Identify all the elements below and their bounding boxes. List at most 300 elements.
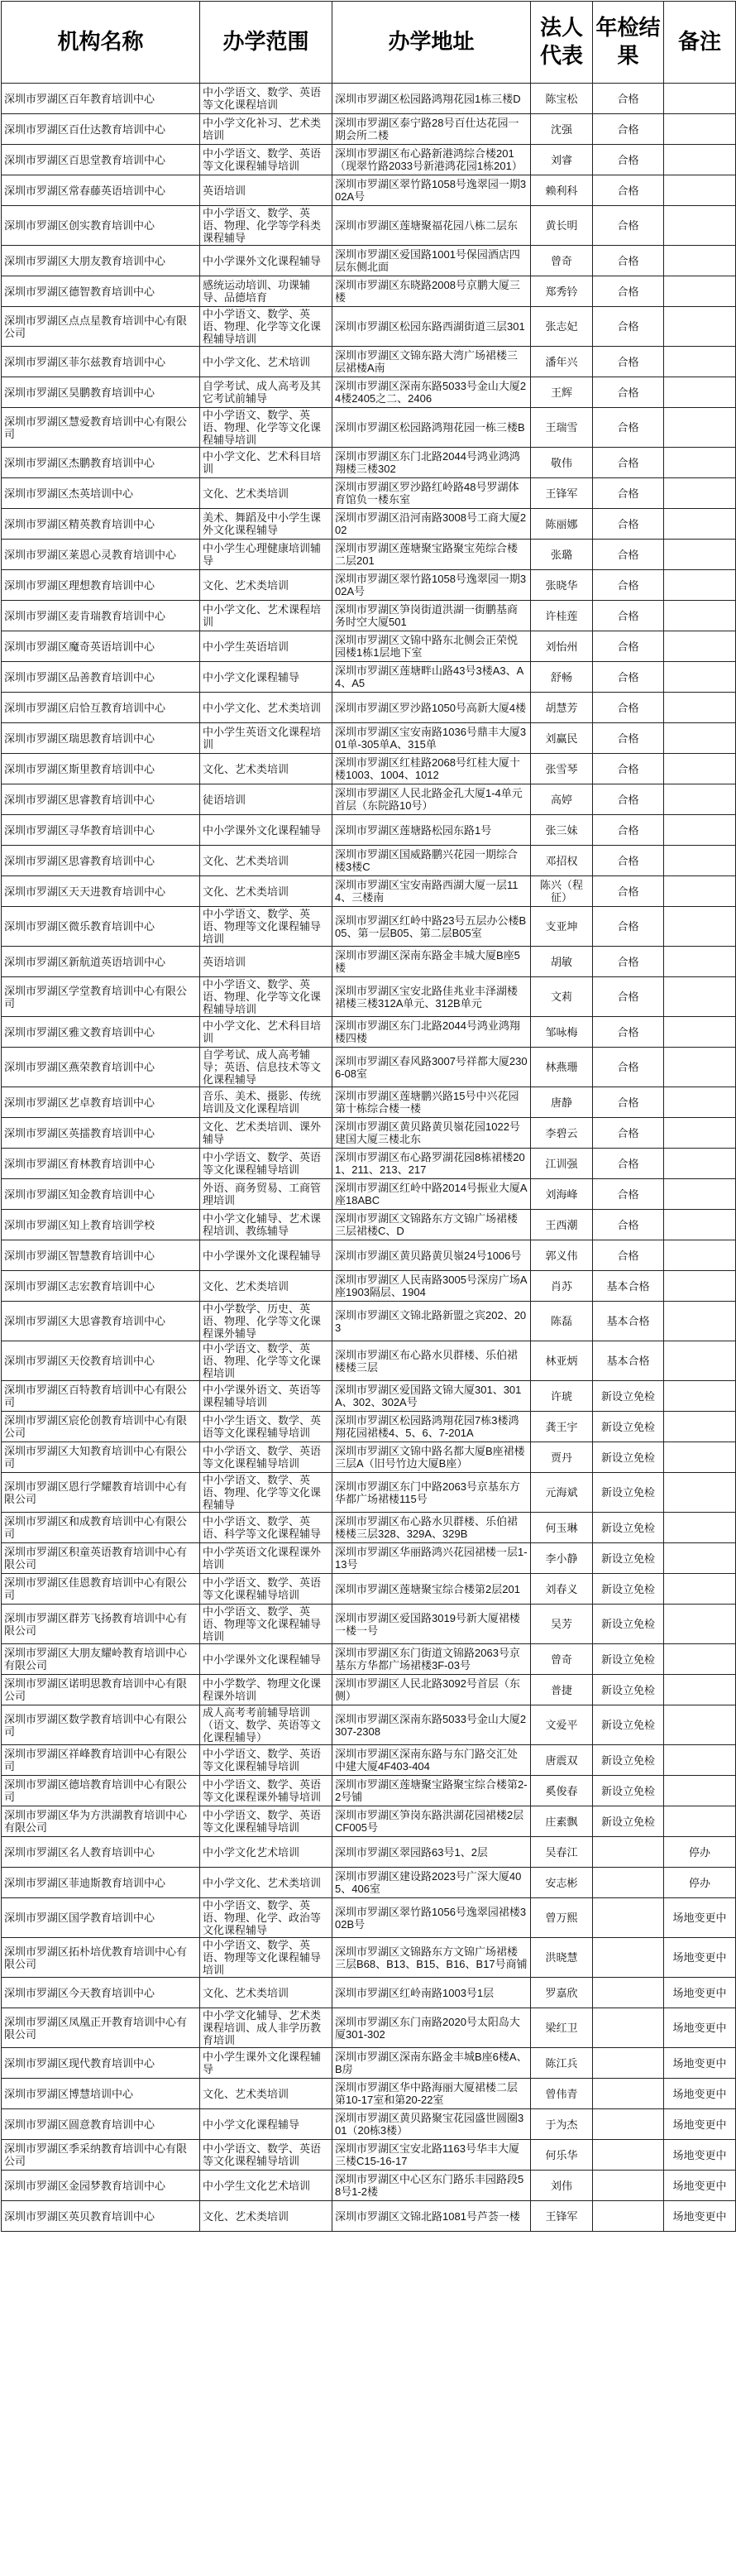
- cell-legal-rep: 安志彬: [531, 1868, 593, 1898]
- cell-legal-rep: 奚俊春: [531, 1776, 593, 1806]
- cell-institution-name: 深圳市罗湖区华为方洪湖教育培训中心有限公司: [2, 1806, 200, 1837]
- table-row: [2, 540, 736, 570]
- cell-legal-rep: 郭义伟: [531, 1240, 593, 1271]
- cell-institution-name: 深圳市罗湖区理想教育培训中心: [2, 570, 200, 601]
- cell-scope: 中小学文化、艺术课程培训: [200, 601, 332, 631]
- cell-address: 深圳市罗湖区春风路3007号祥都大厦2306-08室: [332, 1048, 531, 1087]
- table-row: [2, 1543, 736, 1574]
- cell-inspection-result: [593, 1868, 664, 1898]
- cell-scope: 中小学课外文化课程辅导: [200, 1644, 332, 1675]
- table-row: [2, 276, 736, 307]
- cell-institution-name: 深圳市罗湖区大思睿教育培训中心: [2, 1302, 200, 1341]
- cell-address: 深圳市罗湖区黄贝路黄贝嶺花园1022号建国大厦三楼北东: [332, 1118, 531, 1149]
- cell-remarks: [664, 1574, 736, 1605]
- cell-scope: 美术、舞蹈及中小学生课外文化课程辅导: [200, 509, 332, 540]
- cell-scope: 英语培训: [200, 175, 332, 206]
- cell-institution-name: 深圳市罗湖区雅文教育培训中心: [2, 1017, 200, 1048]
- table-row: [2, 1048, 736, 1087]
- cell-legal-rep: 许琥: [531, 1381, 593, 1412]
- table-row: [2, 246, 736, 276]
- cell-institution-name: 深圳市罗湖区麦肯瑞教育培训中心: [2, 601, 200, 631]
- cell-address: 深圳市罗湖区红桂路2068号红桂大厦十楼1003、1004、1012: [332, 754, 531, 784]
- cell-remarks: [664, 1745, 736, 1776]
- cell-remarks: [664, 570, 736, 601]
- cell-legal-rep: 支亚坤: [531, 907, 593, 947]
- cell-scope: 中小学语文、数学、英语、物理、化学等文化课程辅导培训: [200, 977, 332, 1017]
- cell-legal-rep: 张雪琴: [531, 754, 593, 784]
- cell-scope: 中小学语文、数学、英语等文化课程辅导培训: [200, 1574, 332, 1605]
- cell-legal-rep: 文莉: [531, 977, 593, 1017]
- cell-scope: 中小学语文、数学、英语、物理、化学、政治等文化课程辅导: [200, 1898, 332, 1938]
- cell-legal-rep: 林燕珊: [531, 1048, 593, 1087]
- cell-institution-name: 深圳市罗湖区点点星教育培训中心有限公司: [2, 307, 200, 347]
- cell-legal-rep: 王辉: [531, 377, 593, 408]
- table-row: [2, 1381, 736, 1412]
- cell-address: 深圳市罗湖区红岭中路2014号振业大厦A座18ABC: [332, 1179, 531, 1210]
- cell-address: 深圳市罗湖区红岭南路1003号1层: [332, 1978, 531, 2008]
- cell-address: 深圳市罗湖区布心路水贝群楼、乐伯裙楼楼三层328、329A、329B: [332, 1513, 531, 1543]
- cell-scope: 中小学语文、数学、英语、物理等文化课程辅导培训: [200, 1605, 332, 1644]
- cell-address: 深圳市罗湖区爱国路3019号新大厦裙楼一楼一号: [332, 1605, 531, 1644]
- cell-address: 深圳市罗湖区东门北路2044号鸿业鸿翔楼四楼: [332, 1017, 531, 1048]
- cell-scope: 中小学语文、数学、英语等文化课程辅导培训: [200, 1442, 332, 1473]
- cell-address: 深圳市罗湖区莲塘聚宝路聚宝苑综合楼二层201: [332, 540, 531, 570]
- table-row: [2, 307, 736, 347]
- cell-remarks: [664, 693, 736, 723]
- cell-institution-name: 深圳市罗湖区品善教育培训中心: [2, 662, 200, 693]
- cell-remarks: 场地变更中: [664, 2008, 736, 2048]
- cell-institution-name: 深圳市罗湖区百思堂教育培训中心: [2, 145, 200, 175]
- cell-scope: 文化、艺术类培训: [200, 1271, 332, 1302]
- cell-inspection-result: 合格: [593, 448, 664, 478]
- cell-scope: 中小学文化辅导、艺术课程培训、教练辅导: [200, 1210, 332, 1240]
- cell-address: 深圳市罗湖区宝安南路西湖大厦一层114、三楼南: [332, 876, 531, 907]
- cell-address: 深圳市罗湖区翠园路63号1、2层: [332, 1837, 531, 1868]
- table-body: [2, 84, 736, 2232]
- cell-institution-name: 深圳市罗湖区圆意教育培训中心: [2, 2109, 200, 2140]
- cell-legal-rep: 林亚炳: [531, 1341, 593, 1381]
- cell-institution-name: 深圳市罗湖区育林教育培训中心: [2, 1149, 200, 1179]
- cell-inspection-result: 合格: [593, 815, 664, 846]
- cell-legal-rep: 沈强: [531, 114, 593, 145]
- cell-inspection-result: 合格: [593, 1240, 664, 1271]
- cell-legal-rep: 梁红卫: [531, 2008, 593, 2048]
- cell-institution-name: 深圳市罗湖区智慧教育培训中心: [2, 1240, 200, 1271]
- cell-address: 深圳市罗湖区人民北路3092号首层（东侧）: [332, 1675, 531, 1705]
- cell-inspection-result: [593, 2008, 664, 2048]
- cell-scope: 中小学文化辅导、艺术类课程培训、成人非学历教育培训: [200, 2008, 332, 2048]
- cell-scope: 中小学语文、数学、英语等文化课程辅导培训: [200, 1149, 332, 1179]
- cell-legal-rep: 张璐: [531, 540, 593, 570]
- cell-address: 深圳市罗湖区红岭中路23号五层办公楼B05、第一层B05、第二层B05室: [332, 907, 531, 947]
- cell-legal-rep: 张志妃: [531, 307, 593, 347]
- cell-remarks: [664, 175, 736, 206]
- cell-institution-name: 深圳市罗湖区菲迪斯教育培训中心: [2, 1868, 200, 1898]
- table-row: [2, 1776, 736, 1806]
- cell-address: 深圳市罗湖区东门中路2063号京基东方华都广场裙楼115号: [332, 1473, 531, 1513]
- cell-inspection-result: [593, 2140, 664, 2171]
- cell-remarks: [664, 1149, 736, 1179]
- cell-address: 深圳市罗湖区笋岗街道洪湖一街鹏基商务时空大厦501: [332, 601, 531, 631]
- cell-scope: 中小学语文、数学、英语、物理、化学等文化课程培训: [200, 1341, 332, 1381]
- cell-address: 深圳市罗湖区文锦北路1081号芦荟一楼: [332, 2201, 531, 2232]
- cell-scope: 文化、艺术类培训: [200, 1978, 332, 2008]
- cell-remarks: [664, 377, 736, 408]
- cell-legal-rep: 龚王宇: [531, 1412, 593, 1442]
- cell-legal-rep: 何玉琳: [531, 1513, 593, 1543]
- cell-scope: 中小学生文化艺术培训: [200, 2171, 332, 2201]
- table-row: [2, 1271, 736, 1302]
- table-row: [2, 1118, 736, 1149]
- cell-address: 深圳市罗湖区泰宁路28号百仕达花园一期会所二楼: [332, 114, 531, 145]
- institution-table-document: [0, 1, 736, 2576]
- cell-inspection-result: 合格: [593, 206, 664, 246]
- cell-scope: 中小学文化艺术培训: [200, 1837, 332, 1868]
- cell-remarks: [664, 1210, 736, 1240]
- table-row: [2, 347, 736, 377]
- cell-legal-rep: 吴春江: [531, 1837, 593, 1868]
- cell-address: 深圳市罗湖区文锦北路新盟之宾202、203: [332, 1302, 531, 1341]
- cell-address: 深圳市罗湖区松园路鸿翔花园一栋三楼B: [332, 408, 531, 448]
- cell-remarks: [664, 1381, 736, 1412]
- cell-scope: 中小学语文、数学、英语、物理、化学等学科类课程辅导: [200, 206, 332, 246]
- cell-address: 深圳市罗湖区翠竹路1056号逸翠园裙楼302B号: [332, 1898, 531, 1938]
- cell-institution-name: 深圳市罗湖区思睿教育培训中心: [2, 846, 200, 876]
- cell-institution-name: 深圳市罗湖区创实教育培训中心: [2, 206, 200, 246]
- table-row: [2, 947, 736, 977]
- cell-inspection-result: 基本合格: [593, 1302, 664, 1341]
- table-row: [2, 815, 736, 846]
- cell-legal-rep: 陈丽娜: [531, 509, 593, 540]
- cell-institution-name: 深圳市罗湖区英擂教育培训中心: [2, 1118, 200, 1149]
- header-remarks: 备注: [664, 2, 736, 84]
- cell-remarks: [664, 347, 736, 377]
- cell-remarks: 场地变更中: [664, 2079, 736, 2109]
- cell-remarks: [664, 1412, 736, 1442]
- cell-legal-rep: 高婷: [531, 784, 593, 815]
- cell-institution-name: 深圳市罗湖区数学教育培训中心有限公司: [2, 1705, 200, 1745]
- cell-legal-rep: 邓招权: [531, 846, 593, 876]
- institution-table: [1, 1, 736, 2232]
- cell-legal-rep: 黄长明: [531, 206, 593, 246]
- cell-scope: 中小学语文、数学、英语、物理、化学等文化课程辅导: [200, 1473, 332, 1513]
- cell-scope: 自学考试、成人高考辅导；英语、信息技术等文化课程辅导: [200, 1048, 332, 1087]
- cell-scope: 成人高考考前辅导培训（语文、数学、英语等文化课程辅导）: [200, 1705, 332, 1745]
- cell-inspection-result: [593, 2079, 664, 2109]
- cell-institution-name: 深圳市罗湖区艺卓教育培训中心: [2, 1087, 200, 1118]
- cell-scope: 文化、艺术类培训: [200, 876, 332, 907]
- cell-scope: 外语、商务贸易、工商管理培训: [200, 1179, 332, 1210]
- cell-inspection-result: 新设立免检: [593, 1745, 664, 1776]
- cell-legal-rep: 王西潮: [531, 1210, 593, 1240]
- cell-scope: 中小学文化课程辅导: [200, 2109, 332, 2140]
- cell-legal-rep: 曾奇: [531, 246, 593, 276]
- cell-inspection-result: 基本合格: [593, 1271, 664, 1302]
- header-scope: 办学范围: [200, 2, 332, 84]
- cell-institution-name: 深圳市罗湖区天天进教育培训中心: [2, 876, 200, 907]
- cell-address: 深圳市罗湖区文锦中路名都大厦B座裙楼三层A（旧号竹边大厦B座）: [332, 1442, 531, 1473]
- cell-scope: 自学考试、成人高考及其它考试前辅导: [200, 377, 332, 408]
- table-row: [2, 784, 736, 815]
- cell-remarks: [664, 478, 736, 509]
- cell-remarks: 场地变更中: [664, 2109, 736, 2140]
- cell-address: 深圳市罗湖区宝安南路1036号鼎丰大厦301单-305单A、315单: [332, 723, 531, 754]
- cell-scope: 中小学文化、艺术培训: [200, 347, 332, 377]
- header-address: 办学地址: [332, 2, 531, 84]
- cell-address: 深圳市罗湖区文锦路东方文锦广场裙楼三层裙楼C、D: [332, 1210, 531, 1240]
- cell-legal-rep: 唐震双: [531, 1745, 593, 1776]
- cell-scope: 中小学文化、艺术类培训: [200, 693, 332, 723]
- table-row: [2, 1017, 736, 1048]
- cell-remarks: [664, 540, 736, 570]
- cell-inspection-result: 新设立免检: [593, 1513, 664, 1543]
- cell-remarks: [664, 1118, 736, 1149]
- cell-inspection-result: 合格: [593, 1118, 664, 1149]
- cell-remarks: [664, 1644, 736, 1675]
- table-row: [2, 509, 736, 540]
- cell-remarks: 场地变更中: [664, 1938, 736, 1978]
- cell-inspection-result: 合格: [593, 377, 664, 408]
- cell-inspection-result: [593, 1938, 664, 1978]
- cell-institution-name: 深圳市罗湖区现代教育培训中心: [2, 2048, 200, 2079]
- cell-address: 深圳市罗湖区文锦路东方文锦广场裙楼三层B68、B13、B15、B16、B17号商铺: [332, 1938, 531, 1978]
- cell-address: 深圳市罗湖区东晓路2008号京鹏大厦三楼: [332, 276, 531, 307]
- cell-remarks: [664, 723, 736, 754]
- cell-remarks: [664, 784, 736, 815]
- cell-inspection-result: [593, 2109, 664, 2140]
- table-row: [2, 84, 736, 114]
- cell-remarks: [664, 1605, 736, 1644]
- cell-legal-rep: 刘怡州: [531, 631, 593, 662]
- table-row: [2, 1574, 736, 1605]
- cell-scope: 中小学语文、数学、英语、科学等文化课程辅导: [200, 1513, 332, 1543]
- table-row: [2, 1149, 736, 1179]
- cell-address: 深圳市罗湖区人民南路3005号深房广场A座1903隔层、1904: [332, 1271, 531, 1302]
- cell-scope: 中小学数学、历史、英语、物理、化学等文化课程课外辅导: [200, 1302, 332, 1341]
- table-row: [2, 977, 736, 1017]
- cell-institution-name: 深圳市罗湖区瑞思教育培训中心: [2, 723, 200, 754]
- cell-inspection-result: 合格: [593, 723, 664, 754]
- cell-scope: 中小学生英语文化课程培训: [200, 723, 332, 754]
- cell-scope: 中小学语文、数学、英语、物理、化学等文化课程辅导培训: [200, 408, 332, 448]
- cell-inspection-result: [593, 1837, 664, 1868]
- cell-address: 深圳市罗湖区中心区东门路乐丰园路段58号1-2楼: [332, 2171, 531, 2201]
- table-row: [2, 1898, 736, 1938]
- cell-remarks: [664, 448, 736, 478]
- cell-scope: 中小学英语文化课程课外培训: [200, 1543, 332, 1574]
- table-row: [2, 1087, 736, 1118]
- cell-institution-name: 深圳市罗湖区思睿教育培训中心: [2, 784, 200, 815]
- cell-remarks: [664, 307, 736, 347]
- cell-scope: 感统运动培训、功课辅导、品德培育: [200, 276, 332, 307]
- cell-scope: 中小学课外文化课程辅导: [200, 1240, 332, 1271]
- table-row: [2, 175, 736, 206]
- cell-legal-rep: 陈宝松: [531, 84, 593, 114]
- cell-remarks: [664, 815, 736, 846]
- cell-remarks: [664, 846, 736, 876]
- cell-address: 深圳市罗湖区深南东路5033号金山大厦24楼2405之二、2406: [332, 377, 531, 408]
- table-row: [2, 631, 736, 662]
- cell-legal-rep: 李小静: [531, 1543, 593, 1574]
- cell-institution-name: 深圳市罗湖区博慧培训中心: [2, 2079, 200, 2109]
- cell-inspection-result: 合格: [593, 876, 664, 907]
- cell-remarks: [664, 114, 736, 145]
- cell-address: 深圳市罗湖区深南东路金丰城B座6楼A、B房: [332, 2048, 531, 2079]
- cell-institution-name: 深圳市罗湖区拓朴培优教育培训中心有限公司: [2, 1938, 200, 1978]
- cell-remarks: [664, 1806, 736, 1837]
- cell-inspection-result: [593, 1978, 664, 2008]
- cell-remarks: 场地变更中: [664, 2171, 736, 2201]
- cell-scope: 中小学语文、数学、英语等文化课程辅导培训: [200, 2140, 332, 2171]
- cell-legal-rep: 文爱平: [531, 1705, 593, 1745]
- cell-institution-name: 深圳市罗湖区魔奇英语培训中心: [2, 631, 200, 662]
- table-row: [2, 1341, 736, 1381]
- cell-legal-rep: 唐静: [531, 1087, 593, 1118]
- cell-inspection-result: [593, 2201, 664, 2232]
- cell-remarks: [664, 977, 736, 1017]
- cell-inspection-result: 合格: [593, 784, 664, 815]
- cell-legal-rep: 王瑞雪: [531, 408, 593, 448]
- cell-inspection-result: [593, 2171, 664, 2201]
- header-inspection-result: 年检结果: [593, 2, 664, 84]
- cell-remarks: [664, 1240, 736, 1271]
- cell-institution-name: 深圳市罗湖区诺明思教育培训中心有限公司: [2, 1675, 200, 1705]
- cell-inspection-result: 合格: [593, 1087, 664, 1118]
- cell-inspection-result: 合格: [593, 114, 664, 145]
- table-row: [2, 601, 736, 631]
- cell-address: 深圳市罗湖区华中路海丽大厦裙楼二层第10-17室和第20-22室: [332, 2079, 531, 2109]
- cell-scope: 中小学生英语培训: [200, 631, 332, 662]
- cell-scope: 中小学语文、数学、英语、物理、化学等文化课程辅导培训: [200, 307, 332, 347]
- cell-remarks: [664, 1675, 736, 1705]
- cell-inspection-result: 合格: [593, 246, 664, 276]
- table-row: [2, 662, 736, 693]
- cell-remarks: 场地变更中: [664, 2140, 736, 2171]
- cell-scope: 文化、艺术类培训: [200, 846, 332, 876]
- cell-inspection-result: 合格: [593, 540, 664, 570]
- cell-legal-rep: 敬伟: [531, 448, 593, 478]
- cell-inspection-result: 合格: [593, 846, 664, 876]
- cell-institution-name: 深圳市罗湖区佳恩教育培训中心有限公司: [2, 1574, 200, 1605]
- cell-legal-rep: 庄素飘: [531, 1806, 593, 1837]
- cell-inspection-result: 合格: [593, 601, 664, 631]
- table-row: [2, 1705, 736, 1745]
- cell-address: 深圳市罗湖区松园路鸿翔花园1栋三楼D: [332, 84, 531, 114]
- cell-institution-name: 深圳市罗湖区常春藤英语培训中心: [2, 175, 200, 206]
- cell-remarks: 场地变更中: [664, 2048, 736, 2079]
- table-header-row: [2, 2, 736, 84]
- cell-scope: 文化、艺术类培训: [200, 2201, 332, 2232]
- cell-institution-name: 深圳市罗湖区百仕达教育培训中心: [2, 114, 200, 145]
- cell-legal-rep: 刘海峰: [531, 1179, 593, 1210]
- cell-scope: 中小学语文、数学、英语等文化课程辅导培训: [200, 145, 332, 175]
- cell-legal-rep: 刘春义: [531, 1574, 593, 1605]
- cell-legal-rep: 张三妹: [531, 815, 593, 846]
- cell-address: 深圳市罗湖区莲塘鹏兴路15号中兴花园第十栋综合楼一楼: [332, 1087, 531, 1118]
- cell-institution-name: 深圳市罗湖区百特教育培训中心有限公司: [2, 1381, 200, 1412]
- cell-institution-name: 深圳市罗湖区昊鹏教育培训中心: [2, 377, 200, 408]
- cell-institution-name: 深圳市罗湖区积童英语教育培训中心有限公司: [2, 1543, 200, 1574]
- cell-institution-name: 深圳市罗湖区百年教育培训中心: [2, 84, 200, 114]
- cell-legal-rep: 胡敏: [531, 947, 593, 977]
- cell-scope: 中小学数学、物理文化课程课外培训: [200, 1675, 332, 1705]
- cell-legal-rep: 王锋军: [531, 2201, 593, 2232]
- cell-address: 深圳市罗湖区文锦中路东北侧会正荣悦园楼1栋1层地下室: [332, 631, 531, 662]
- cell-address: 深圳市罗湖区黄贝路黄贝嶺24号1006号: [332, 1240, 531, 1271]
- cell-inspection-result: 合格: [593, 947, 664, 977]
- cell-institution-name: 深圳市罗湖区知上教育培训学校: [2, 1210, 200, 1240]
- cell-institution-name: 深圳市罗湖区精英教育培训中心: [2, 509, 200, 540]
- cell-scope: 中小学语文、数学、英语等文化课程课外辅导培训: [200, 1776, 332, 1806]
- cell-institution-name: 深圳市罗湖区启恰互教育培训中心: [2, 693, 200, 723]
- cell-institution-name: 深圳市罗湖区恩行学耀教育培训中心有限公司: [2, 1473, 200, 1513]
- cell-remarks: [664, 907, 736, 947]
- cell-inspection-result: [593, 2048, 664, 2079]
- cell-address: 深圳市罗湖区爱国路1001号保园酒店四层东侧北面: [332, 246, 531, 276]
- cell-remarks: [664, 1543, 736, 1574]
- cell-inspection-result: 新设立免检: [593, 1705, 664, 1745]
- cell-address: 深圳市罗湖区黄贝路聚宝花园盛世圆圈301（20栋3楼）: [332, 2109, 531, 2140]
- cell-legal-rep: 普捷: [531, 1675, 593, 1705]
- cell-address: 深圳市罗湖区莲塘聚福花园八栋二层东: [332, 206, 531, 246]
- cell-institution-name: 深圳市罗湖区莱恩心灵教育培训中心: [2, 540, 200, 570]
- cell-institution-name: 深圳市罗湖区天佼教育培训中心: [2, 1341, 200, 1381]
- cell-legal-rep: 舒畅: [531, 662, 593, 693]
- table-row: [2, 1868, 736, 1898]
- table-row: [2, 2008, 736, 2048]
- cell-inspection-result: 新设立免检: [593, 1776, 664, 1806]
- table-row: [2, 754, 736, 784]
- cell-inspection-result: 合格: [593, 754, 664, 784]
- cell-legal-rep: 潘年兴: [531, 347, 593, 377]
- cell-institution-name: 深圳市罗湖区今天教育培训中心: [2, 1978, 200, 2008]
- cell-inspection-result: [593, 1898, 664, 1938]
- table-row: [2, 2140, 736, 2171]
- cell-institution-name: 深圳市罗湖区斯里教育培训中心: [2, 754, 200, 784]
- table-row: [2, 448, 736, 478]
- cell-institution-name: 深圳市罗湖区群芳飞扬教育培训中心有限公司: [2, 1605, 200, 1644]
- table-row: [2, 1938, 736, 1978]
- cell-institution-name: 深圳市罗湖区宸伦创教育培训中心有限公司: [2, 1412, 200, 1442]
- cell-institution-name: 深圳市罗湖区名人教育培训中心: [2, 1837, 200, 1868]
- cell-remarks: [664, 1341, 736, 1381]
- cell-address: 深圳市罗湖区笋岗东路洪湖花园裙楼2层CF005号: [332, 1806, 531, 1837]
- cell-remarks: [664, 206, 736, 246]
- cell-institution-name: 深圳市罗湖区燕荣教育培训中心: [2, 1048, 200, 1087]
- header-legal-rep: 法人代表: [531, 2, 593, 84]
- cell-scope: 中小学课外文化课程辅导: [200, 246, 332, 276]
- cell-inspection-result: 合格: [593, 1179, 664, 1210]
- cell-remarks: [664, 408, 736, 448]
- cell-inspection-result: 合格: [593, 84, 664, 114]
- cell-institution-name: 深圳市罗湖区杰英培训中心: [2, 478, 200, 509]
- cell-scope: 文化、艺术类培训: [200, 2079, 332, 2109]
- table-row: [2, 1442, 736, 1473]
- cell-scope: 文化、艺术类培训: [200, 754, 332, 784]
- table-row: [2, 2201, 736, 2232]
- cell-remarks: [664, 601, 736, 631]
- table-row: [2, 1210, 736, 1240]
- cell-address: 深圳市罗湖区松园路鸿翔花园7栋3楼鸿翔花园裙楼4、5、6、7-201A: [332, 1412, 531, 1442]
- cell-address: 深圳市罗湖区深南东路5033号金山大厦2307-2308: [332, 1705, 531, 1745]
- table-row: [2, 570, 736, 601]
- cell-inspection-result: 合格: [593, 662, 664, 693]
- cell-institution-name: 深圳市罗湖区凤凰正开教育培训中心有限公司: [2, 2008, 200, 2048]
- cell-scope: 文化、艺术类培训、课外辅导: [200, 1118, 332, 1149]
- cell-remarks: [664, 1776, 736, 1806]
- cell-scope: 中小学文化补习、艺术类培训: [200, 114, 332, 145]
- cell-address: 深圳市罗湖区国威路鹏兴花园一期综合楼3楼C: [332, 846, 531, 876]
